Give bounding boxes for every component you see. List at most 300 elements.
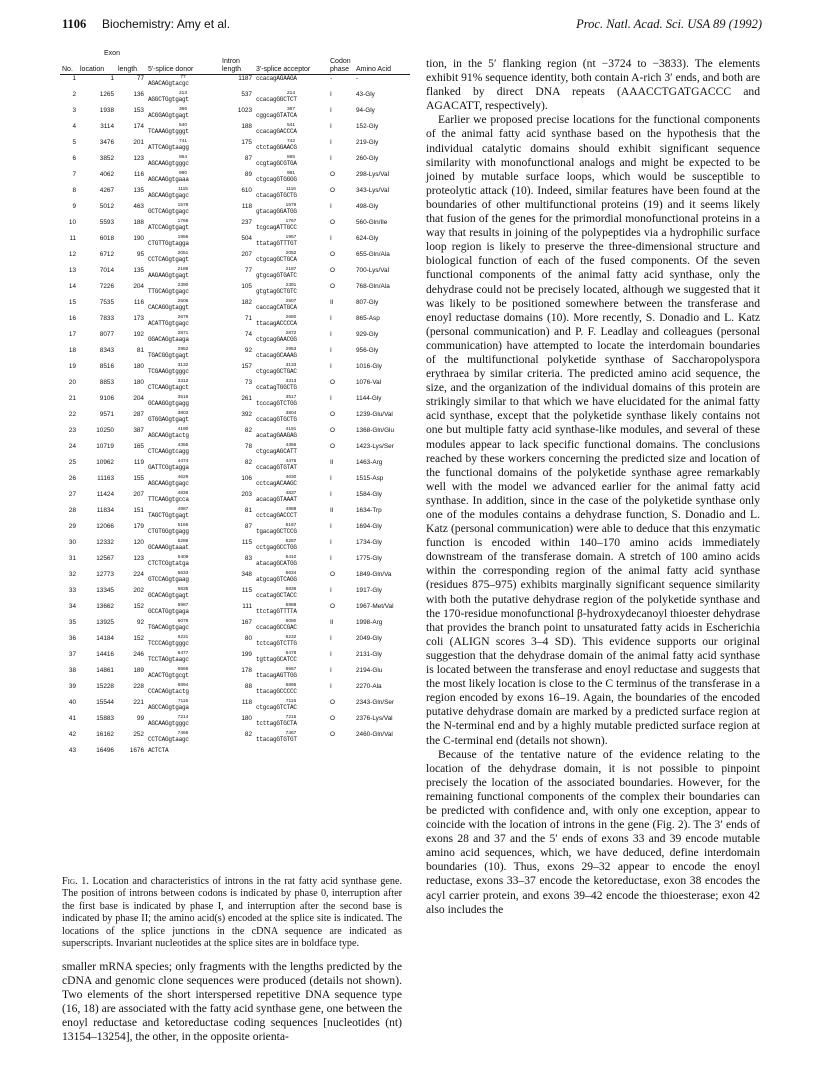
splice-sequence: ctctagGGAACG <box>256 144 297 151</box>
splice-sequence: tgttagGCATCC <box>256 656 297 663</box>
citation: Proc. Natl. Acad. Sci. USA 89 (1992) <box>576 17 762 31</box>
exon-location: 7833 <box>99 315 114 322</box>
table-row <box>60 123 410 139</box>
exon-location: 15228 <box>96 683 114 690</box>
exon-number: 37 <box>68 651 76 658</box>
splice-sequence: TCAAAGgtgggt <box>148 128 189 135</box>
table-row <box>60 331 410 347</box>
splice-position: 980 <box>178 171 187 176</box>
splice-position: 6232 <box>285 635 297 640</box>
exon-location: 8343 <box>99 347 114 354</box>
splice-position: 541 <box>286 123 295 128</box>
exon-number: 13 <box>68 267 76 274</box>
exon-location: 14184 <box>96 635 114 642</box>
intron-length: 118 <box>241 699 252 706</box>
exon-table-container <box>60 50 410 763</box>
exon-length: 228 <box>133 683 144 690</box>
splice-position: 4355 <box>177 443 189 448</box>
intron-length: 77 <box>244 267 252 274</box>
donor-cell <box>146 363 220 379</box>
donor-cell <box>146 635 220 651</box>
exon-location: 7014 <box>99 267 114 274</box>
exon-length: 188 <box>133 219 144 226</box>
exon-number: 43 <box>68 747 76 754</box>
table-row <box>60 651 410 667</box>
journal-running-head: Biochemistry: Amy et al. <box>102 17 231 31</box>
splice-sequence: AGACAGgtacgc <box>148 80 189 87</box>
intron-length: 1187 <box>238 75 252 82</box>
splice-position: 214 <box>286 91 295 96</box>
acceptor-cell <box>254 155 328 171</box>
table-row <box>60 507 410 523</box>
intron-length: 115 <box>241 587 252 594</box>
exon-number: 22 <box>68 411 76 418</box>
amino-acid: 956-Gly <box>356 347 379 354</box>
acceptor-cell <box>254 603 328 619</box>
splice-sequence: cggcagGTATCA <box>256 112 297 119</box>
donor-cell <box>146 587 220 603</box>
table-row <box>60 187 410 203</box>
column-header: length <box>116 58 146 75</box>
table-row <box>60 267 410 283</box>
splice-sequence: TCGAAGgtgggc <box>148 368 189 375</box>
splice-sequence: ccatagGCTACC <box>256 592 297 599</box>
exon-number: 42 <box>68 731 76 738</box>
exon-location: 5593 <box>99 219 114 226</box>
amino-acid: 2343-Gln/Ser <box>356 699 395 706</box>
splice-sequence: GCCATGgtgaga <box>148 608 189 615</box>
column-header: Intron length <box>220 58 254 75</box>
donor-cell <box>146 139 220 155</box>
table-row <box>60 299 410 315</box>
amino-acid: 2270-Ala <box>356 683 382 690</box>
paragraph: Earlier we proposed precise locations for the functional components of the animal fatty acid synthase based on the hypothesis that the individual catalytic domains should exhibit significant sequence similarity with monofunctional analogs and might be expected to be joined by mutable surface loops, which would be susceptible to proteolytic attack (10). Indeed, similar features have been found at the boundaries of other multifunctional proteins (19) and it seems likely that fusion of the genes for the primordial monofunctional proteins in a way that results in joining of the polypeptides via a hydrophilic surface loop region is likely to preserve the three-dimensional structure and biological function of each of the fused components. Of the seven functional components of the animal fatty acid synthase, only the dehydrase could not be precisely located, although we suggested that it was likely to be positioned somewhere between the transferase and enoyl reductase domains (10). More recently, S. Donadio and L. Katz (personal communication) and P. F. Leadlay and colleagues (personal communication) have attempted to locate the interdomain boundaries of the multifunctional polyketide synthase of Saccharopolyspora erythraea by similar criteria. The predicted amino acid sequence, the size, and the organization of the individual domains of this protein are strikingly similar to that which we have elucidated for the animal fatty acid synthase, except that the polyketide synthase likely contains not one but multiple fatty acid synthase-like modules, and several of these modules appear to lack specific functional domains. The conclusions reached by these workers concerning the predicted size and location of the functional domains of the polyketide synthase agree remarkably well with the model we advanced earlier for the animal fatty acid synthase. In addition, since in the case of the polyketide synthase only one of the modules contains a dehydrase function, S. Donadio and L. Katz (personal communication) were able to deduce that this enzymatic function is encoded within 140–170 amino acids immediately downstream of the transferase domain. A stretch of 100 amino acids within the corresponding region of the animal fatty acid synthase (residues 875–975) exhibits marginally significant sequence similarity with both the putative dehydrase region of the polyketide synthase and the 170-residue monofunctional β-hydroxydecanoyl thioester dehydrase that provides the branch point to unsaturated fatty acids in Escherichia coli (ALIGN scores 3–4 SD). This evidence supports our original suggestion that the dehydrase domain of the animal fatty acid synthase is located between the transferase and enoyl reductase and suggests that the most likely location is close to the C terminus of the transferase in a region encoded by exons 16–19. Again, the boundaries of the encoded putative dehydrase domain are marked by a predicted surface region at the N-terminal end and by a highly mutable predicted surface region at the C-terminal end (details not shown). <box>426 113 760 747</box>
exon-location: 9106 <box>99 395 114 402</box>
splice-position: 4836 <box>177 491 189 496</box>
splice-sequence: tctcagGTCTTG <box>256 640 297 647</box>
table-row <box>60 459 410 475</box>
intron-length: 82 <box>244 731 252 738</box>
intron-length: 73 <box>244 379 252 386</box>
splice-position: 6477 <box>177 651 189 656</box>
splice-position: 2679 <box>177 315 189 320</box>
splice-sequence: GCACAGgtgagt <box>148 592 189 599</box>
splice-position: 5835 <box>177 587 189 592</box>
codon-phase: I <box>330 651 332 658</box>
donor-cell <box>146 603 220 619</box>
body-text-right <box>426 57 760 917</box>
exon-length: 120 <box>133 539 144 546</box>
splice-sequence: CTCAAGgtagct <box>148 384 189 391</box>
exon-length: 180 <box>133 379 144 386</box>
exon-location: 3114 <box>100 123 114 130</box>
splice-sequence: ccgtagGCGTGA <box>256 160 297 167</box>
splice-sequence: TCCCAGgtgggc <box>148 640 189 647</box>
donor-cell <box>146 571 220 587</box>
donor-cell <box>146 91 220 107</box>
exon-length: 136 <box>133 91 144 98</box>
acceptor-cell <box>254 347 328 363</box>
splice-position: 5286 <box>177 539 189 544</box>
acceptor-cell <box>254 683 328 699</box>
splice-position: 6080 <box>285 619 297 624</box>
exon-length: 116 <box>133 171 144 178</box>
splice-position: 1579 <box>285 203 297 208</box>
splice-sequence: TGACGGgtgagt <box>148 352 189 359</box>
amino-acid: 298-Lys/Val <box>356 171 390 178</box>
splice-position: 4837 <box>285 491 297 496</box>
splice-position: 865 <box>286 155 295 160</box>
splice-sequence: ccatagTGGCTG <box>256 384 297 391</box>
splice-position: 4356 <box>285 443 297 448</box>
donor-cell <box>146 123 220 139</box>
table-row <box>60 75 410 92</box>
splice-position: 2953 <box>285 347 297 352</box>
codon-phase: I <box>330 667 332 674</box>
amino-acid: 498-Gly <box>356 203 379 210</box>
exon-location: 10962 <box>96 459 114 466</box>
acceptor-cell <box>254 667 328 683</box>
amino-acid: 43-Gly <box>356 91 375 98</box>
splice-position: 3517 <box>285 395 297 400</box>
exon-number: 29 <box>68 523 76 530</box>
codon-phase: II <box>330 299 334 306</box>
donor-cell <box>146 731 220 747</box>
splice-position: 3312 <box>177 379 189 384</box>
splice-position: 741 <box>178 139 187 144</box>
intron-length: 81 <box>244 507 252 514</box>
exon-location: 11424 <box>96 491 114 498</box>
exon-number: 7 <box>72 171 76 178</box>
intron-length: 74 <box>244 331 252 338</box>
splice-position: 5988 <box>285 603 297 608</box>
exon-length: 135 <box>133 267 144 274</box>
donor-cell <box>146 235 220 251</box>
splice-position: 367 <box>286 107 295 112</box>
exon-number: 38 <box>68 667 76 674</box>
splice-sequence: ctacagGCAAAG <box>256 352 297 359</box>
splice-position: 2187 <box>285 267 297 272</box>
codon-phase: I <box>330 203 332 210</box>
splice-sequence: AAGAAGgtgagt <box>148 272 189 279</box>
figure-caption <box>62 876 402 950</box>
splice-position: 3804 <box>285 411 297 416</box>
codon-phase: I <box>330 235 332 242</box>
exon-number: 40 <box>68 699 76 706</box>
splice-sequence: TAGCTGgtgagt <box>148 512 189 519</box>
splice-sequence: ctgcagGAACGG <box>256 336 297 343</box>
splice-sequence: GGACAGgtaaga <box>148 336 189 343</box>
exon-length: 287 <box>133 411 144 418</box>
amino-acid: 219-Gly <box>356 139 379 146</box>
splice-sequence: atacagGCATGG <box>256 560 297 567</box>
amino-acid: - <box>356 75 359 82</box>
exon-location: 16496 <box>96 747 114 754</box>
acceptor-cell <box>254 187 328 203</box>
codon-phase: O <box>330 379 335 386</box>
codon-phase: O <box>330 187 335 194</box>
acceptor-cell <box>254 571 328 587</box>
exon-location: 11163 <box>97 475 114 482</box>
codon-phase: II <box>330 459 334 466</box>
acceptor-cell <box>254 171 328 187</box>
table-row <box>60 219 410 235</box>
splice-sequence: ccacagAGAAGA <box>256 75 297 82</box>
exon-location: 4062 <box>99 171 114 178</box>
splice-sequence: TTGCAGgtgagc <box>148 288 189 295</box>
splice-sequence: CTCTCGgtatga <box>148 560 189 567</box>
intron-length: 188 <box>241 123 252 130</box>
intron-length: 87 <box>244 155 252 162</box>
splice-sequence: gtgcagGTGATC <box>256 272 297 279</box>
splice-sequence: ctgcagGCTGCA <box>256 256 297 263</box>
donor-cell <box>146 619 220 635</box>
codon-phase: I <box>330 331 332 338</box>
exon-number: 32 <box>68 571 76 578</box>
splice-position: 4988 <box>285 507 297 512</box>
amino-acid: 1016-Gly <box>356 363 382 370</box>
splice-position: 2871 <box>177 331 189 336</box>
acceptor-cell <box>254 267 328 283</box>
amino-acid: 1967-Met/Val <box>356 603 394 610</box>
splice-sequence: GCAAAGgtaaat <box>148 544 189 551</box>
table-row <box>60 523 410 539</box>
amino-acid: 1239-Glu/Val <box>356 411 393 418</box>
splice-position: 2391 <box>285 283 297 288</box>
donor-cell <box>146 555 220 571</box>
paragraph: tion, in the 5′ flanking region (nt −3724 to −3833). The elements exhibit 91% sequence identity, both contain A-rich 3′ ends, and both are flanked by direct DNA repeats (AAACCTGATGACCC and AGACATT, respectively). <box>426 57 760 113</box>
codon-phase: I <box>330 475 332 482</box>
amino-acid: 2049-Gly <box>356 635 382 642</box>
table-row <box>60 139 410 155</box>
donor-cell <box>146 699 220 715</box>
donor-cell <box>146 155 220 171</box>
exon-group-header: Exon <box>104 50 120 57</box>
codon-phase: I <box>330 347 332 354</box>
intron-length: 106 <box>241 475 252 482</box>
splice-position: 2186 <box>177 267 189 272</box>
exon-length: 119 <box>133 459 144 466</box>
splice-sequence: ACGGAGgtgagt <box>148 112 189 119</box>
donor-cell <box>146 171 220 187</box>
intron-length: 537 <box>241 91 252 98</box>
splice-sequence: CTGTGGgtgagg <box>148 528 189 535</box>
figure-caption-text: Location and characteristics of introns in the rat fatty acid synthase gene. The position of introns between codons is indicated by phase 0, interruption after the first base is indicated by phase I, and interruption after the second base is indicated by phase II; the amino acid(s) encoded at the splice site is indicated. The locations of the splice junctions in the cDNA sequence are indicated as superscripts. Invariant nucleotides at the splice sites are in boldface type. <box>62 876 403 950</box>
exon-length: 204 <box>133 395 144 402</box>
donor-cell <box>146 667 220 683</box>
exon-length: 387 <box>133 427 144 434</box>
amino-acid: 1368-Gln/Glu <box>356 427 395 434</box>
splice-position: 1957 <box>285 235 297 240</box>
exon-number: 35 <box>68 619 76 626</box>
splice-sequence: ctacagGTGCTG <box>256 192 297 199</box>
acceptor-cell <box>254 411 328 427</box>
splice-position: 6895 <box>285 683 297 688</box>
splice-sequence: AGCAAGgtactg <box>148 432 189 439</box>
codon-phase: O <box>330 251 335 258</box>
acceptor-cell <box>254 235 328 251</box>
exon-location: 8077 <box>99 331 114 338</box>
splice-sequence: AGCAAGgtgagc <box>148 192 189 199</box>
amino-acid: 865-Asp <box>356 315 380 322</box>
donor-cell <box>146 331 220 347</box>
donor-cell <box>146 715 220 731</box>
intron-length: 87 <box>244 523 252 530</box>
splice-sequence: ctgcagAGCATT <box>256 448 297 455</box>
donor-cell <box>146 251 220 267</box>
splice-position: 2051 <box>177 251 189 256</box>
amino-acid: 655-Gln/Ala <box>356 251 390 258</box>
codon-phase <box>328 747 354 763</box>
acceptor-cell <box>254 491 328 507</box>
splice-position: 1578 <box>177 203 189 208</box>
acceptor-cell <box>254 203 328 219</box>
splice-sequence: ATTCAGgtaagg <box>148 144 189 151</box>
splice-sequence: ccacagGTGCTG <box>256 416 297 423</box>
intron-length: 167 <box>241 619 252 626</box>
donor-cell <box>146 523 220 539</box>
splice-sequence: AGCAAGgtgggc <box>148 720 189 727</box>
splice-sequence: cctgagGCCTGG <box>256 544 297 551</box>
exon-length: 135 <box>133 187 144 194</box>
intron-length: 1023 <box>237 107 252 114</box>
exon-length: 92 <box>136 619 144 626</box>
amino-acid: 1515-Asp <box>356 475 384 482</box>
exon-number: 9 <box>72 203 76 210</box>
exon-location: 3852 <box>99 155 114 162</box>
exon-location: 6018 <box>99 235 114 242</box>
acceptor-cell <box>254 299 328 315</box>
column-header: 5'-splice donor <box>146 58 220 75</box>
table-row <box>60 587 410 603</box>
table-row <box>60 619 410 635</box>
exon-number: 17 <box>68 331 76 338</box>
exon-number: 16 <box>68 315 76 322</box>
table-row <box>60 315 410 331</box>
exon-number: 10 <box>68 219 76 226</box>
acceptor-cell <box>254 475 328 491</box>
amino-acid: 1694-Gly <box>356 523 382 530</box>
splice-sequence: CTCAAGgtcagg <box>148 448 189 455</box>
codon-phase: I <box>330 539 332 546</box>
intron-length: 203 <box>241 491 252 498</box>
splice-sequence: TCCTAGgtaagc <box>148 656 189 663</box>
splice-sequence: ctgcagGTCTAC <box>256 704 297 711</box>
amino-acid: 1634-Trp <box>356 507 382 514</box>
splice-sequence: tcgcagATTGCC <box>256 224 297 231</box>
exon-location: 1 <box>110 75 114 82</box>
donor-cell <box>146 299 220 315</box>
splice-position: 4474 <box>177 459 189 464</box>
splice-sequence: GCTCAGgtgagc <box>148 208 189 215</box>
codon-phase: O <box>330 267 335 274</box>
codon-phase: O <box>330 411 335 418</box>
intron-length: 105 <box>241 283 252 290</box>
table-row <box>60 603 410 619</box>
exon-length: 152 <box>133 603 144 610</box>
splice-position: 2952 <box>177 347 189 352</box>
splice-sequence: ACTCTA <box>148 747 169 754</box>
codon-phase: I <box>330 155 332 162</box>
codon-phase: I <box>330 107 332 114</box>
exon-location: 14416 <box>96 651 114 658</box>
table-row <box>60 699 410 715</box>
exon-length: 192 <box>133 331 144 338</box>
splice-position: 2507 <box>285 299 297 304</box>
amino-acid: 768-Gln/Ala <box>356 283 390 290</box>
intron-length: 504 <box>241 235 252 242</box>
exon-number: 19 <box>68 363 76 370</box>
splice-position: 5410 <box>285 555 297 560</box>
splice-sequence: gtgtagGCTGTC <box>256 288 297 295</box>
codon-phase: O <box>330 699 335 706</box>
exon-number: 41 <box>68 715 76 722</box>
exon-length: 151 <box>133 507 144 514</box>
amino-acid: 1423-Lys/Ser <box>356 443 394 450</box>
codon-phase: O <box>330 427 335 434</box>
donor-cell <box>146 187 220 203</box>
amino-acid: 152-Gly <box>356 123 379 130</box>
codon-phase: I <box>330 123 332 130</box>
exon-location: 10250 <box>96 427 114 434</box>
table-row <box>60 475 410 491</box>
acceptor-cell <box>254 651 328 667</box>
intron-length: 71 <box>244 315 252 322</box>
splice-sequence: ctgcagGCTGAC <box>256 368 297 375</box>
acceptor-cell <box>254 219 328 235</box>
exon-length: 201 <box>133 139 144 146</box>
splice-sequence: ccacagGGCTCT <box>256 96 297 103</box>
exon-location: 10719 <box>96 443 114 450</box>
intron-length: 182 <box>241 299 252 306</box>
exon-length: 1676 <box>129 747 144 754</box>
intron-length: 175 <box>241 139 252 146</box>
amino-acid: 260-Gly <box>356 155 379 162</box>
amino-acid: 343-Lys/Val <box>356 187 390 194</box>
splice-position: 5987 <box>177 603 189 608</box>
table-row <box>60 91 410 107</box>
exon-number: 23 <box>68 427 76 434</box>
acceptor-cell <box>254 747 328 763</box>
donor-cell <box>146 427 220 443</box>
codon-phase: I <box>330 555 332 562</box>
codon-phase: II <box>330 507 334 514</box>
exon-number: 36 <box>68 635 76 642</box>
exon-length: 180 <box>133 363 144 370</box>
table-row <box>60 171 410 187</box>
codon-phase: - <box>330 75 333 82</box>
figure-label: Fig. 1. <box>62 876 89 887</box>
donor-cell <box>146 443 220 459</box>
exon-location: 6712 <box>99 251 114 258</box>
table-row <box>60 203 410 219</box>
table-row <box>60 395 410 411</box>
splice-position: 3133 <box>285 363 297 368</box>
codon-phase: I <box>330 363 332 370</box>
acceptor-cell <box>254 283 328 299</box>
amino-acid: 700-Lys/Val <box>356 267 390 274</box>
intron-length: 88 <box>244 683 252 690</box>
acceptor-cell <box>254 507 328 523</box>
exon-length: 173 <box>133 315 144 322</box>
exon-location: 4267 <box>99 187 114 194</box>
intron-length: 178 <box>241 667 252 674</box>
splice-position: 4190 <box>177 427 189 432</box>
codon-phase: O <box>330 171 335 178</box>
acceptor-cell <box>254 555 328 571</box>
exon-length: 99 <box>136 715 144 722</box>
exon-number: 11 <box>69 235 76 242</box>
